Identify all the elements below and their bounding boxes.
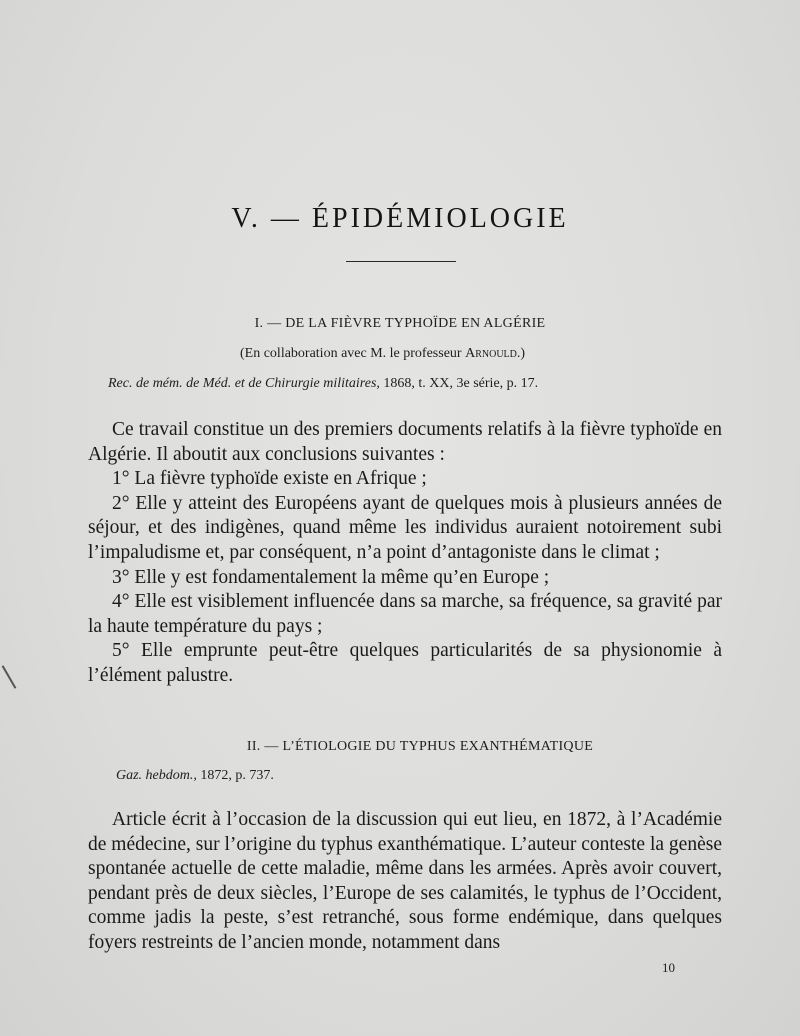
section-2-source	[116, 768, 274, 784]
section-1-heading: I. — DE LA FIÈVRE TYPHOÏDE EN ALGÉRIE	[254, 316, 546, 331]
page-number: 10	[662, 960, 675, 975]
collab-name: Arnould	[465, 346, 517, 361]
section-1-paragraph: Ce travail constitue un des premiers documents relatifs à la fièvre typhoïde en Algérie. Il aboutit aux conclusions suivantes :	[88, 419, 722, 465]
conclusion-item: 4° Elle est visiblement influencée dans sa marche, sa fréquence, sa gravité par la haute température du pays ;	[88, 591, 722, 637]
conclusion-item: 2° Elle y atteint des Européens ayant de quelques mois à plusieurs années de séjour, et des indigènes, quand même les individus auraient notoirement subi l’impaludisme et, par conséquent, n’a point d’antagoniste dans le climat ;	[88, 492, 722, 563]
source-1-journal: Rec. de mém. de Méd. et de Chirurgie militaires,	[108, 376, 380, 391]
conclusion-item: 5° Elle emprunte peut-être quelques particularités de sa physionomie à l’élément palustre.	[88, 640, 722, 686]
section-2-body	[88, 808, 722, 956]
chapter-title: V. — ÉPIDÉMIOLOGIE	[231, 203, 569, 234]
source-1-details: 1868, t. XX, 3e série, p. 17.	[379, 376, 539, 391]
margin-mark	[2, 665, 17, 689]
section-1-source	[108, 376, 538, 392]
source-2-journal: Gaz. hebdom.,	[116, 768, 197, 783]
section-1-collaboration-note	[240, 346, 525, 362]
title-rule	[346, 261, 456, 262]
section-1-body	[88, 418, 722, 689]
collab-suffix: .)	[516, 346, 526, 361]
section-2-heading: II. — L’ÉTIOLOGIE DU TYPHUS EXANTHÉMATIQUE	[246, 739, 594, 754]
source-2-details: 1872, p. 737.	[196, 768, 274, 783]
conclusion-item: 1° La fièvre typhoïde existe en Afrique ;	[112, 468, 427, 490]
conclusion-item: 3° Elle y est fondamentalement la même qu’en Europe ;	[112, 566, 550, 588]
section-2-paragraph: Article écrit à l’occasion de la discussion qui eut lieu, en 1872, à l’Académie de médecine, sur l’origine du typhus exanthématique. L’auteur conteste la genèse spontanée actuelle de cette maladie, même dans les armées. Après avoir couvert, pendant près de deux siècles, l’Europe de ses calamités, le typhus de l’Occident, comme jadis la peste, s’est retranché, sous forme endémique, dans quelques foyers restreints de l’ancien monde, notamment dans	[88, 809, 722, 953]
collab-prefix: (En collaboration avec M. le professeur	[240, 346, 466, 361]
